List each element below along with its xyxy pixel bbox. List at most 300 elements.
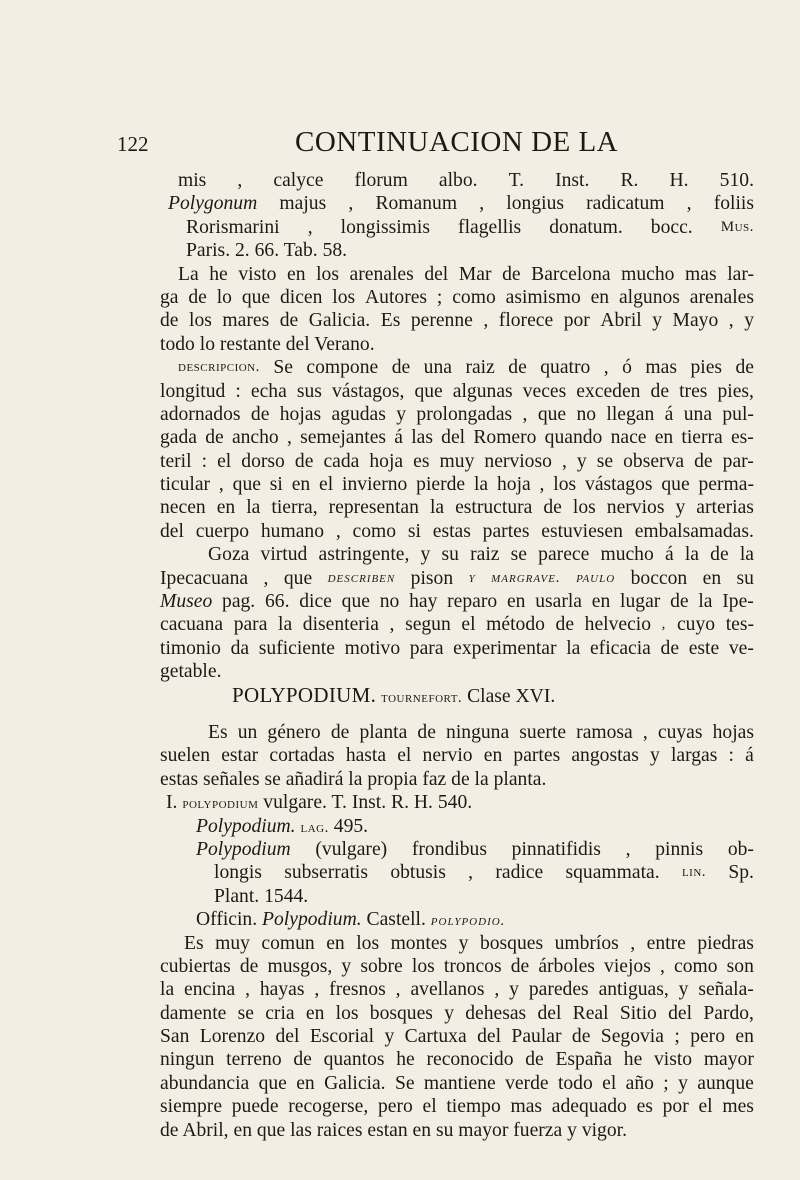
word: ,	[494, 979, 500, 1001]
word: á	[664, 403, 674, 425]
word: Es	[184, 932, 204, 954]
word: ancho	[231, 427, 279, 449]
word: Abril,	[182, 1119, 229, 1141]
word: propia	[367, 768, 418, 790]
word: todo	[557, 1072, 593, 1094]
word: :	[201, 450, 208, 472]
word: 495.	[333, 815, 369, 837]
word: reconocido	[426, 1049, 514, 1071]
word: del	[537, 1002, 562, 1024]
word: T.	[508, 170, 525, 191]
word: longissimis	[340, 216, 430, 238]
word: ,	[263, 567, 269, 589]
word: arenales	[349, 263, 414, 285]
word: cuerpo	[195, 520, 250, 542]
word: Se	[394, 1072, 415, 1094]
word: POLYPODIUM.	[232, 682, 377, 707]
word: pero	[377, 1096, 413, 1118]
word: Officin.	[196, 909, 258, 931]
word: ,	[642, 721, 648, 743]
word: algunos	[618, 286, 680, 308]
word: del	[424, 263, 449, 285]
word: compone	[306, 357, 379, 379]
word: radicatum	[586, 193, 665, 215]
word: lar-	[727, 263, 754, 285]
word: dicen	[279, 286, 323, 308]
word: y	[509, 979, 519, 1001]
word: de	[508, 357, 527, 379]
word: helvecio	[584, 614, 652, 636]
word: el	[602, 1072, 617, 1094]
word: es	[413, 450, 430, 472]
word: majus	[279, 193, 327, 215]
text-line	[160, 473, 754, 496]
word: del	[477, 1026, 502, 1048]
word: pinnis	[655, 838, 704, 860]
word: el	[217, 450, 232, 472]
word: longitud	[160, 380, 226, 402]
word: reparo	[447, 591, 498, 613]
word: los	[356, 932, 380, 954]
word: y	[384, 1026, 395, 1048]
text-line	[160, 590, 754, 613]
text-line	[160, 978, 754, 1001]
word: por	[662, 1096, 689, 1118]
word: flagellis	[458, 216, 522, 238]
word: visto	[238, 263, 277, 285]
word: ,	[603, 357, 609, 379]
word: ,	[335, 520, 341, 542]
word: pison	[410, 567, 454, 589]
word: pierde	[416, 474, 466, 496]
word: lin.	[681, 864, 707, 881]
word: par-	[722, 450, 754, 472]
word: de	[670, 591, 689, 613]
word: Es	[208, 721, 228, 743]
word: y	[458, 932, 469, 954]
word: Polypodium.	[196, 815, 296, 837]
word: mantiene	[423, 1072, 496, 1094]
word: se	[596, 450, 614, 472]
word: eficacia	[589, 637, 651, 659]
word: Autores	[365, 286, 428, 308]
word: H.	[669, 170, 689, 191]
text-line	[160, 263, 754, 286]
word: de	[502, 263, 521, 285]
word: de	[543, 497, 562, 519]
word: ,	[661, 616, 667, 633]
text-line	[160, 885, 754, 908]
text-line	[160, 216, 754, 239]
word: ;	[663, 1072, 669, 1094]
word: da	[230, 637, 250, 659]
word: vigor.	[581, 1119, 627, 1141]
text-line	[160, 791, 754, 814]
word: pies	[690, 357, 723, 379]
word: asimismo	[505, 286, 581, 308]
word: como	[674, 955, 718, 977]
word: ,	[483, 310, 489, 332]
word: Escorial	[309, 1026, 375, 1048]
word: mas	[685, 263, 717, 285]
word: ,	[307, 216, 313, 238]
word: nervio	[422, 745, 473, 767]
word: semejantes	[300, 427, 387, 449]
word: dorso	[241, 450, 285, 472]
word: método	[486, 614, 545, 636]
word: faz	[422, 768, 447, 790]
word: describen	[327, 569, 396, 586]
word: parece	[538, 544, 590, 566]
word: umbríos	[554, 932, 619, 954]
word: hasta	[345, 745, 387, 767]
word: los	[335, 1002, 359, 1024]
word: pinnatifidis	[511, 838, 601, 860]
word: tres	[679, 380, 708, 402]
word: ,	[245, 979, 250, 1001]
word: pero	[690, 1026, 726, 1048]
word: Polypodium	[196, 838, 291, 860]
word: Sp.	[728, 862, 754, 884]
word: si	[269, 474, 283, 496]
word: las	[290, 1119, 312, 1141]
word: verde	[505, 1072, 549, 1094]
text-line	[160, 356, 754, 379]
word: embalsamadas.	[634, 520, 754, 542]
word: la	[278, 614, 293, 636]
word: ,	[314, 979, 320, 1001]
word: lo	[216, 286, 232, 308]
word: por	[563, 310, 590, 332]
word: cacuana	[160, 614, 224, 636]
word: ,	[286, 427, 292, 449]
word: y	[650, 745, 660, 767]
word: puede	[231, 1096, 279, 1118]
word: Paular	[511, 1026, 562, 1048]
word: planta	[359, 721, 408, 743]
word: abundancia	[160, 1072, 250, 1094]
word: XVI.	[515, 685, 556, 707]
word: mes	[722, 1096, 754, 1118]
word: de	[525, 1049, 544, 1071]
word: longis	[214, 862, 262, 884]
text-line	[160, 169, 754, 192]
word: Es	[380, 310, 401, 332]
word: Lorenzo	[199, 1026, 266, 1048]
word: ,	[625, 838, 631, 860]
text-line	[160, 838, 754, 861]
word: estan	[367, 1119, 408, 1141]
word: echa	[250, 380, 287, 402]
word: polypodio.	[430, 913, 506, 930]
word: usarla	[535, 591, 583, 613]
word: en	[287, 263, 306, 285]
word: encina	[184, 979, 236, 1001]
word: tes-	[725, 614, 754, 636]
page-number: 122	[117, 132, 149, 156]
word: partes	[513, 745, 561, 767]
text-line	[160, 660, 754, 683]
word: hojas	[712, 721, 754, 743]
word: raiz	[465, 357, 495, 379]
word: y	[652, 310, 663, 332]
text-line	[160, 721, 754, 744]
word: florece	[498, 310, 554, 332]
text-line	[160, 1095, 754, 1118]
word: Tab.	[283, 240, 318, 262]
word: estas	[160, 768, 199, 790]
text-line	[160, 1002, 754, 1025]
word: un	[237, 721, 258, 743]
word: en	[591, 591, 611, 613]
word: muy	[215, 932, 250, 954]
word: avellanos	[410, 979, 485, 1001]
word: Mus.	[720, 218, 754, 235]
word: el	[698, 1096, 713, 1118]
word: y	[420, 544, 431, 566]
word: 66.	[264, 591, 290, 613]
word: que	[341, 591, 370, 613]
word: suficiente	[258, 637, 335, 659]
word: paulo	[576, 569, 616, 586]
word: en	[654, 427, 674, 449]
word: de	[710, 544, 729, 566]
word: ,	[348, 193, 354, 215]
word: ,	[468, 862, 474, 884]
word: adequado	[551, 1096, 627, 1118]
word: arterias	[696, 497, 754, 519]
word: no	[576, 403, 597, 425]
word: fresnos	[329, 979, 386, 1001]
word: en	[412, 1119, 432, 1141]
word: terreno	[226, 1049, 282, 1071]
word: para	[409, 637, 444, 659]
word: partes	[482, 520, 530, 542]
word: estas	[432, 520, 471, 542]
word: en	[216, 497, 236, 519]
word: cubiertas	[160, 955, 231, 977]
word: albo.	[438, 170, 478, 191]
word: Barcelona	[531, 263, 611, 285]
word: para	[233, 614, 268, 636]
word: vástagos	[585, 474, 653, 496]
word: cria	[265, 1002, 295, 1024]
word: las	[411, 427, 433, 449]
word: paredes	[528, 979, 589, 1001]
word: angostas	[571, 745, 639, 767]
word: H.	[413, 792, 433, 814]
word: en	[326, 932, 345, 954]
word: bosques	[479, 932, 544, 954]
word: recogerse,	[288, 1096, 369, 1118]
word: de	[160, 1119, 179, 1141]
word: ,	[389, 614, 395, 636]
word: en	[735, 1026, 754, 1048]
word: y	[675, 497, 686, 519]
word: el	[422, 1096, 437, 1118]
word: de	[694, 450, 713, 472]
word: mucho	[600, 544, 654, 566]
word: que	[258, 1072, 287, 1094]
word: lugar	[620, 591, 661, 613]
word: ,	[218, 474, 224, 496]
word: de	[293, 1049, 312, 1071]
word: son	[726, 955, 754, 977]
word: astringente,	[318, 544, 410, 566]
word: Mar	[458, 263, 492, 285]
word: su	[441, 544, 459, 566]
word: ;	[436, 286, 443, 308]
word: antiguas,	[598, 979, 669, 1001]
word: Castell.	[366, 909, 426, 931]
word: mas	[645, 357, 677, 379]
word: la	[566, 637, 581, 659]
word: y	[744, 310, 754, 332]
word: mares	[222, 310, 270, 332]
word: florum	[354, 170, 408, 191]
word: bocc.	[650, 216, 693, 238]
word: tiempo	[446, 1096, 501, 1118]
word: estar	[221, 745, 259, 767]
word: arenales	[689, 286, 754, 308]
word: mucho	[621, 263, 675, 285]
word: tierra,	[271, 497, 318, 519]
word: Plant.	[214, 885, 260, 907]
word: de	[205, 427, 224, 449]
word: de	[510, 955, 530, 977]
word: Inst.	[555, 170, 590, 191]
word: raices	[316, 1119, 363, 1141]
word: ,	[395, 979, 401, 1001]
word: pul-	[722, 403, 754, 425]
word: Polypodium.	[262, 909, 362, 931]
word: largas	[670, 745, 718, 767]
word: la	[684, 544, 699, 566]
text-line	[160, 1119, 754, 1142]
word: ,	[659, 955, 665, 977]
word: en	[291, 474, 311, 496]
word: que	[414, 380, 443, 402]
word: Paris.	[186, 240, 231, 262]
word: 58.	[322, 240, 348, 262]
word: su	[736, 567, 754, 589]
word: ,	[479, 193, 485, 215]
word: ;	[674, 1026, 680, 1048]
word: humano	[260, 520, 324, 542]
word: añadirá	[285, 768, 344, 790]
word: teril	[160, 450, 192, 472]
word: boccon	[630, 567, 688, 589]
word: de	[250, 403, 270, 425]
word: de	[188, 286, 207, 308]
word: disenteria	[302, 614, 379, 636]
word: adornados	[160, 403, 241, 425]
word: este	[688, 637, 720, 659]
word: ve-	[728, 637, 754, 659]
word: los	[572, 497, 596, 519]
word: la	[474, 768, 489, 790]
word: getable.	[160, 661, 222, 683]
text-line	[160, 496, 754, 519]
word: algunas	[452, 380, 513, 402]
word: señales	[203, 768, 260, 790]
word: troncos	[443, 955, 502, 977]
word: margrave.	[491, 569, 561, 586]
word: de	[660, 637, 680, 659]
word: en	[590, 286, 610, 308]
word: no	[379, 591, 400, 613]
word: ninguna	[446, 721, 510, 743]
word: una	[683, 403, 713, 425]
word: quando	[544, 427, 603, 449]
word: Inst.	[351, 792, 387, 814]
word: género	[267, 721, 321, 743]
text-line	[160, 286, 754, 309]
word: estructura	[455, 497, 533, 519]
text-line	[160, 403, 754, 426]
body-text	[160, 169, 754, 1142]
word: timonio	[160, 637, 221, 659]
word: planta.	[493, 768, 547, 790]
word: que	[283, 567, 313, 589]
word: del	[160, 520, 184, 542]
word: ,	[237, 170, 243, 191]
word: de	[650, 380, 670, 402]
word: dice	[299, 591, 332, 613]
word: y	[396, 403, 407, 425]
word: mayor	[703, 1049, 754, 1071]
word: dehesas	[465, 1002, 527, 1024]
word: I.	[166, 792, 178, 814]
word: en	[702, 567, 722, 589]
word: segun	[405, 614, 451, 636]
text-line	[160, 1072, 754, 1095]
word: tierra	[681, 427, 723, 449]
word: á	[394, 427, 403, 449]
word: suelen	[160, 745, 211, 767]
word: (vulgare)	[315, 838, 388, 860]
text-line	[160, 426, 754, 449]
word: he	[209, 263, 228, 285]
word: ,	[728, 310, 734, 332]
word: Abril	[600, 310, 642, 332]
word: los	[411, 955, 435, 977]
text-line	[160, 380, 754, 403]
word: del	[275, 1026, 300, 1048]
word: de	[160, 310, 179, 332]
text-line	[160, 637, 754, 660]
word: Verano.	[314, 333, 375, 355]
word: invierno	[342, 474, 408, 496]
word: Goza	[208, 544, 250, 566]
word: radice	[495, 862, 544, 884]
word: donatum.	[549, 216, 623, 238]
word: pies,	[717, 380, 754, 402]
word: todo	[160, 333, 195, 355]
word: perma-	[698, 474, 754, 496]
word: y	[678, 1072, 688, 1094]
word: agudas	[331, 403, 386, 425]
word: el	[319, 474, 334, 496]
word: una	[423, 357, 452, 379]
word: España	[555, 1049, 613, 1071]
word: como	[452, 286, 496, 308]
word: árboles	[538, 955, 595, 977]
word: nace	[610, 427, 647, 449]
word: mas	[510, 1096, 543, 1118]
word: he	[623, 1049, 643, 1071]
word: de	[417, 721, 436, 743]
